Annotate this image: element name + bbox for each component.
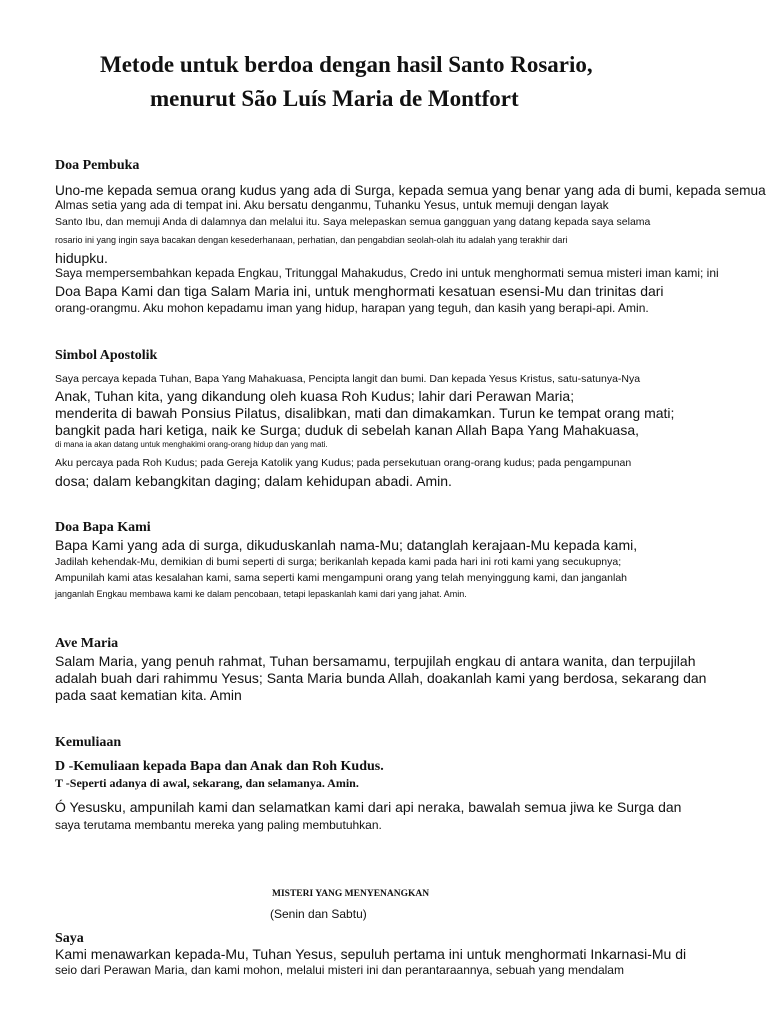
paragraph-line: Saya percaya kepada Tuhan, Bapa Yang Mahakuasa, Pencipta langit dan bumi. Dan kepada Yesus Kristus, satu-satunya-Nya bbox=[55, 373, 641, 385]
paragraph-line: menderita di bawah Ponsius Pilatus, disalibkan, mati dan dimakamkan. Turun ke tempat orang mati; bbox=[55, 405, 675, 421]
paragraph-line: Ó Yesusku, ampunilah kami dan selamatkan kami dari api neraka, bawalah semua jiwa ke Surga dan bbox=[55, 799, 682, 815]
paragraph-line: Santo Ibu, dan memuji Anda di dalamnya dan melalui itu. Saya melepaskan semua gangguan yang datang kepada saya selama bbox=[55, 216, 651, 228]
paragraph-line: di mana ia akan datang untuk menghakimi orang-orang hidup dan yang mati. bbox=[55, 440, 328, 449]
paragraph-line: hidupku. bbox=[55, 250, 108, 266]
paragraph-line: Kami menawarkan kepada-Mu, Tuhan Yesus, sepuluh pertama ini untuk menghormati Inkarnasi-Mu di bbox=[55, 946, 687, 962]
paragraph-line: Ampunilah kami atas kesalahan kami, sama seperti kami mengampuni orang yang telah menyinggung kami, dan janganlah bbox=[55, 572, 627, 584]
section-heading-saya: Saya bbox=[55, 931, 84, 946]
paragraph-line: Anak, Tuhan kita, yang dikandung oleh kuasa Roh Kudus; lahir dari Perawan Maria; bbox=[55, 388, 575, 404]
paragraph-line: Uno-me kepada semua orang kudus yang ada di Surga, kepada semua yang benar yang ada di bumi, kepada semua bbox=[55, 182, 766, 198]
page-title-line-1: Metode untuk berdoa dengan hasil Santo Rosario, bbox=[100, 52, 593, 77]
kemuliaan-line-t: T -Seperti adanya di awal, sekarang, dan selamanya. Amin. bbox=[55, 776, 359, 790]
paragraph-line: saya terutama membantu mereka yang paling membutuhkan. bbox=[55, 818, 382, 832]
paragraph-line: Aku percaya pada Roh Kudus; pada Gereja Katolik yang Kudus; pada persekutuan orang-orang kudus; pada pengampunan bbox=[55, 457, 632, 469]
section-heading-doa-pembuka: Doa Pembuka bbox=[55, 158, 140, 173]
section-heading-misteri: MISTERI YANG MENYENANGKAN bbox=[272, 889, 430, 899]
paragraph-line: bangkit pada hari ketiga, naik ke Surga; duduk di sebelah kanan Allah Bapa Yang Mahakuasa, bbox=[55, 422, 640, 438]
paragraph-line: orang-orangmu. Aku mohon kepadamu iman yang hidup, harapan yang teguh, dan kasih yang berapi-api. Amin. bbox=[55, 301, 649, 315]
paragraph-line: dosa; dalam kebangkitan daging; dalam kehidupan abadi. Amin. bbox=[55, 473, 452, 489]
paragraph-line: pada saat kematian kita. Amin bbox=[55, 687, 242, 703]
paragraph-line: Almas setia yang ada di tempat ini. Aku bersatu denganmu, Tuhanku Yesus, untuk memuji dengan layak bbox=[55, 198, 609, 212]
section-heading-simbol-apostolik: Simbol Apostolik bbox=[55, 348, 158, 363]
paragraph-line: Bapa Kami yang ada di surga, dikuduskanlah nama-Mu; datanglah kerajaan-Mu kepada kami, bbox=[55, 537, 638, 553]
paragraph-line: Salam Maria, yang penuh rahmat, Tuhan bersamamu, terpujilah engkau di antara wanita, dan terpujilah bbox=[55, 653, 696, 669]
kemuliaan-line-d: D -Kemuliaan kepada Bapa dan Anak dan Roh Kudus. bbox=[55, 759, 384, 774]
section-heading-kemuliaan: Kemuliaan bbox=[55, 735, 122, 750]
paragraph-line: rosario ini yang ingin saya bacakan dengan kesederhanaan, perhatian, dan pengabdian seolah-olah itu adalah yang terakhir dari bbox=[55, 235, 568, 245]
paragraph-line: Doa Bapa Kami dan tiga Salam Maria ini, untuk menghormati kesatuan esensi-Mu dan trinitas dari bbox=[55, 283, 664, 299]
paragraph-line: Jadilah kehendak-Mu, demikian di bumi seperti di surga; berikanlah kepada kami pada hari ini roti kami yang secukupnya; bbox=[55, 556, 622, 568]
paragraph-line: janganlah Engkau membawa kami ke dalam pencobaan, tetapi lepaskanlah kami dari yang jahat. Amin. bbox=[55, 589, 467, 599]
paragraph-line: Saya mempersembahkan kepada Engkau, Tritunggal Mahakudus, Credo ini untuk menghormati semua misteri iman kami; ini bbox=[55, 266, 719, 280]
misteri-subheading: (Senin dan Sabtu) bbox=[270, 907, 367, 921]
section-heading-doa-bapa-kami: Doa Bapa Kami bbox=[55, 520, 151, 535]
paragraph-line: seio dari Perawan Maria, dan kami mohon, melalui misteri ini dan perantaraannya, sebuah yang mendalam bbox=[55, 963, 624, 977]
paragraph-line: adalah buah dari rahimmu Yesus; Santa Maria bunda Allah, doakanlah kami yang berdosa, sekarang dan bbox=[55, 670, 707, 686]
section-heading-ave-maria: Ave Maria bbox=[55, 636, 119, 651]
page-title-line-2: menurut São Luís Maria de Montfort bbox=[150, 86, 519, 111]
